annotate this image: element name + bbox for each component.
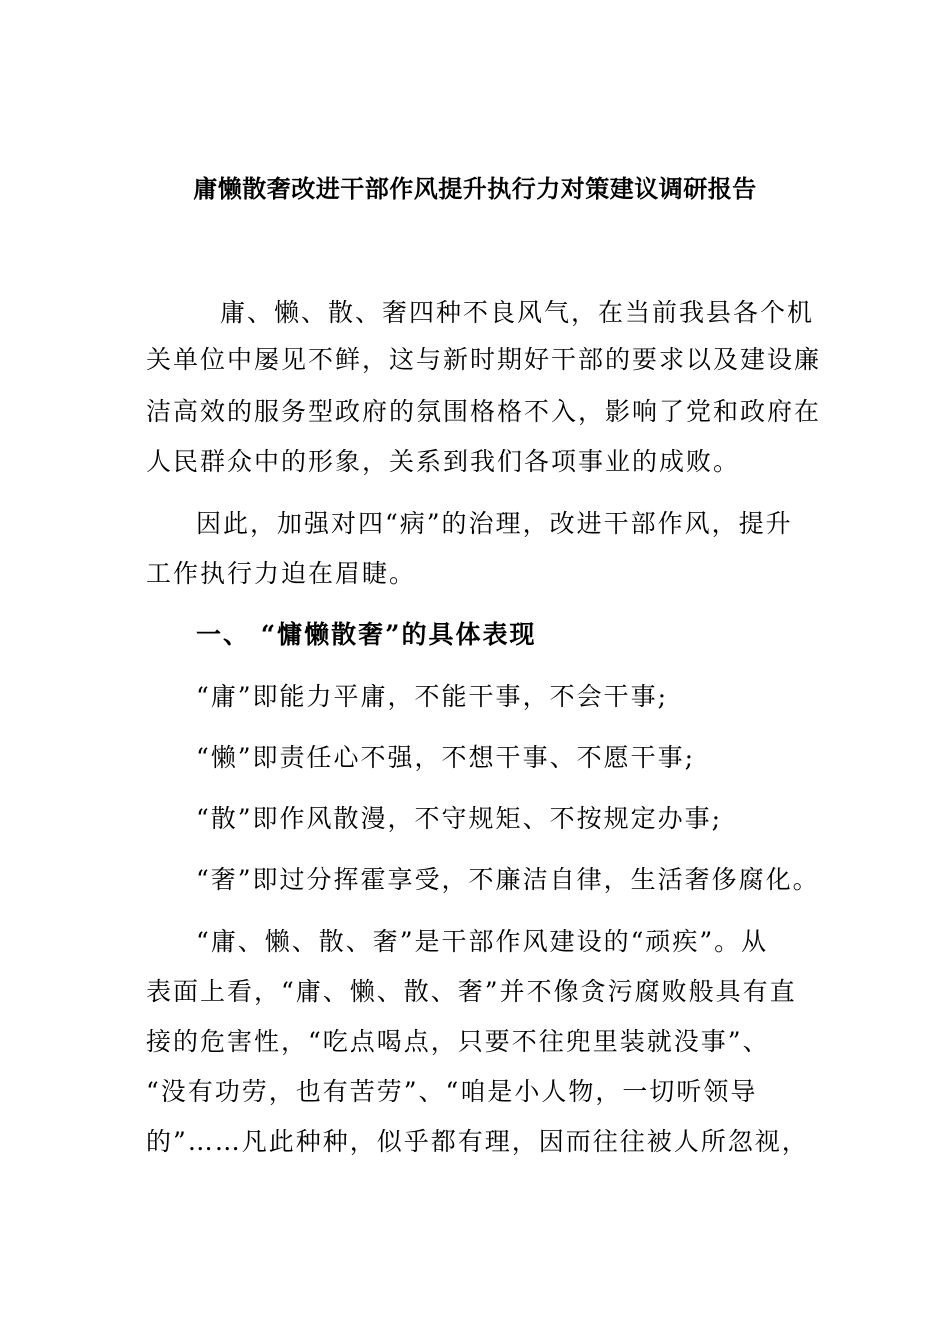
paragraph-last-line-5: 的”……凡此种种，似乎都有理，因而往往被人所忽视， — [146, 1127, 809, 1156]
paragraph-1-line-1: 庸、懒、散、奢四种不良风气，在当前我县各个机 — [220, 298, 815, 327]
definition-san: “散”即作风散漫，不守规矩、不按规定办事; — [196, 804, 722, 833]
paragraph-last-line-1: “庸、懒、散、奢”是干部作风建设的“顽疾”。从 — [196, 927, 769, 956]
definition-lan: “懒”即责任心不强，不想干事、不愿干事; — [196, 743, 695, 772]
paragraph-2-line-1: 因此，加强对四“病”的治理，改进干部作风，提升 — [196, 509, 793, 538]
definition-she: “奢”即过分挥霍享受，不廉洁自律，生活奢侈腐化。 — [196, 865, 820, 894]
paragraph-2-line-2: 工作执行力迫在眉睫。 — [146, 559, 417, 588]
section-heading-1: 一、 “慵懒散奢”的具体表现 — [196, 620, 537, 649]
paragraph-last-line-4: “没有功劳，也有苦劳”、“咱是小人物，一切听领导 — [146, 1077, 758, 1106]
definition-yong: “庸”即能力平庸，不能干事，不会干事; — [196, 682, 668, 711]
paragraph-1-line-4: 人民群众中的形象，关系到我们各项事业的成败。 — [146, 447, 741, 476]
paragraph-1-line-2: 关单位中屡见不鲜，这与新时期好干部的要求以及建设廉 — [146, 345, 822, 374]
paragraph-1-line-3: 洁高效的服务型政府的氛围格格不入，影响了党和政府在 — [146, 397, 822, 426]
paragraph-last-line-2: 表面上看，“庸、懒、散、奢”并不像贪污腐败般具有直 — [146, 977, 797, 1006]
paragraph-last-line-3: 接的危害性，“吃点喝点，只要不往兜里装就没事”、 — [146, 1027, 770, 1056]
document-title: 庸懒散奢改进干部作风提升执行力对策建议调研报告 — [193, 174, 757, 203]
